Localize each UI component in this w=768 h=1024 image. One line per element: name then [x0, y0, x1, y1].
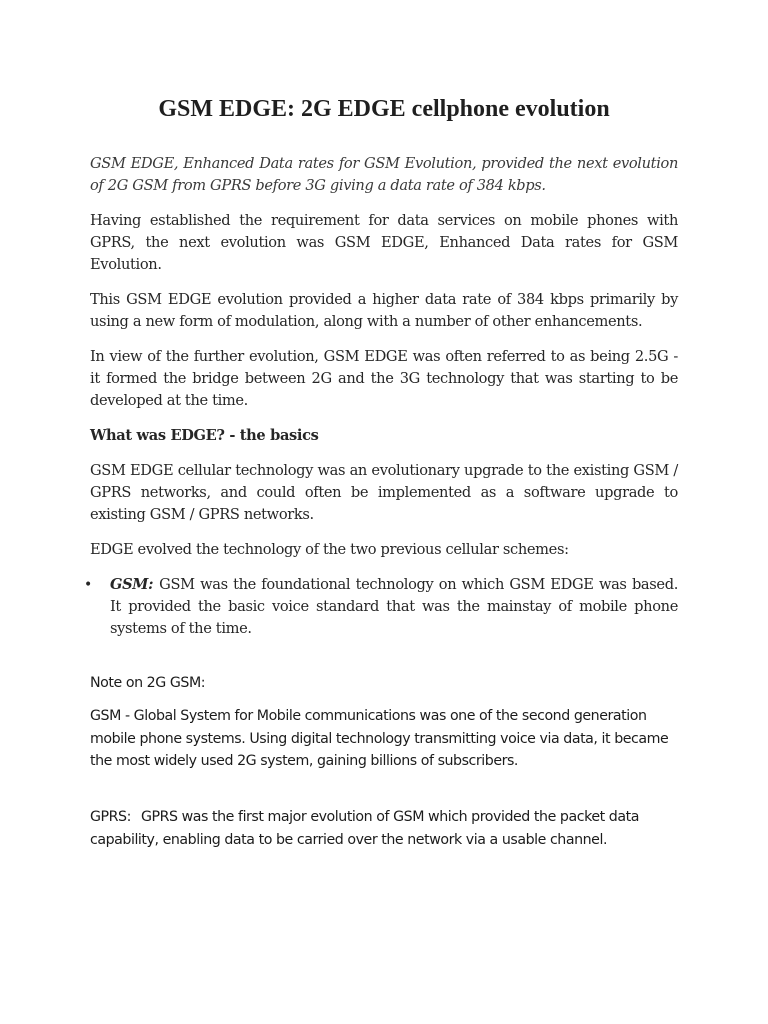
section-paragraph-1: GSM EDGE cellular technology was an evolutionary upgrade to the existing GSM / GPRS networks, and could often be implemented as a software upgrade to existing GSM / GPRS networks.	[90, 462, 678, 523]
body-paragraph-2: This GSM EDGE evolution provided a higher data rate of 384 kbps primarily by using a new form of modulation, along with a number of other enhancements.	[90, 291, 678, 330]
section-paragraph-2: EDGE evolved the technology of the two previous cellular schemes:	[90, 541, 569, 558]
gprs-term: GPRS:	[90, 809, 131, 825]
section-heading: What was EDGE? - the basics	[90, 427, 319, 444]
note-title: Note on 2G GSM:	[90, 675, 206, 691]
bullet-term: GSM:	[110, 576, 154, 593]
bullet-text: GSM was the foundational technology on which GSM EDGE was based. It provided the basic voice standard that was the mainstay of mobile phone systems of the time.	[110, 576, 678, 637]
bullet-dot-icon: •	[84, 577, 92, 593]
document-title: GSM EDGE: 2G EDGE cellphone evolution	[158, 96, 610, 122]
intro-paragraph: GSM EDGE, Enhanced Data rates for GSM Evolution, provided the next evolution of 2G GSM from GPRS before 3G giving a data rate of 384 kbps.	[90, 155, 678, 194]
bullet-list	[84, 574, 678, 640]
body-paragraph-1: Having established the requirement for data services on mobile phones with GPRS, the next evolution was GSM EDGE, Enhanced Data rates for GSM Evolution.	[90, 212, 678, 273]
body-paragraph-3: In view of the further evolution, GSM EDGE was often referred to as being 2.5G - it formed the bridge between 2G and the 3G technology that was starting to be developed at the time.	[90, 348, 678, 409]
note-paragraph: GSM - Global System for Mobile communications was one of the second generation mobile phone systems. Using digital technology transmitting voice via data, it became the most widely used 2G system, gaining billions of subscribers.	[90, 708, 669, 769]
list-item	[110, 574, 678, 640]
gprs-text: GPRS was the first major evolution of GSM which provided the packet data capability, enabling data to be carried over the network via a usable channel.	[90, 809, 639, 848]
gprs-paragraph	[90, 806, 678, 851]
